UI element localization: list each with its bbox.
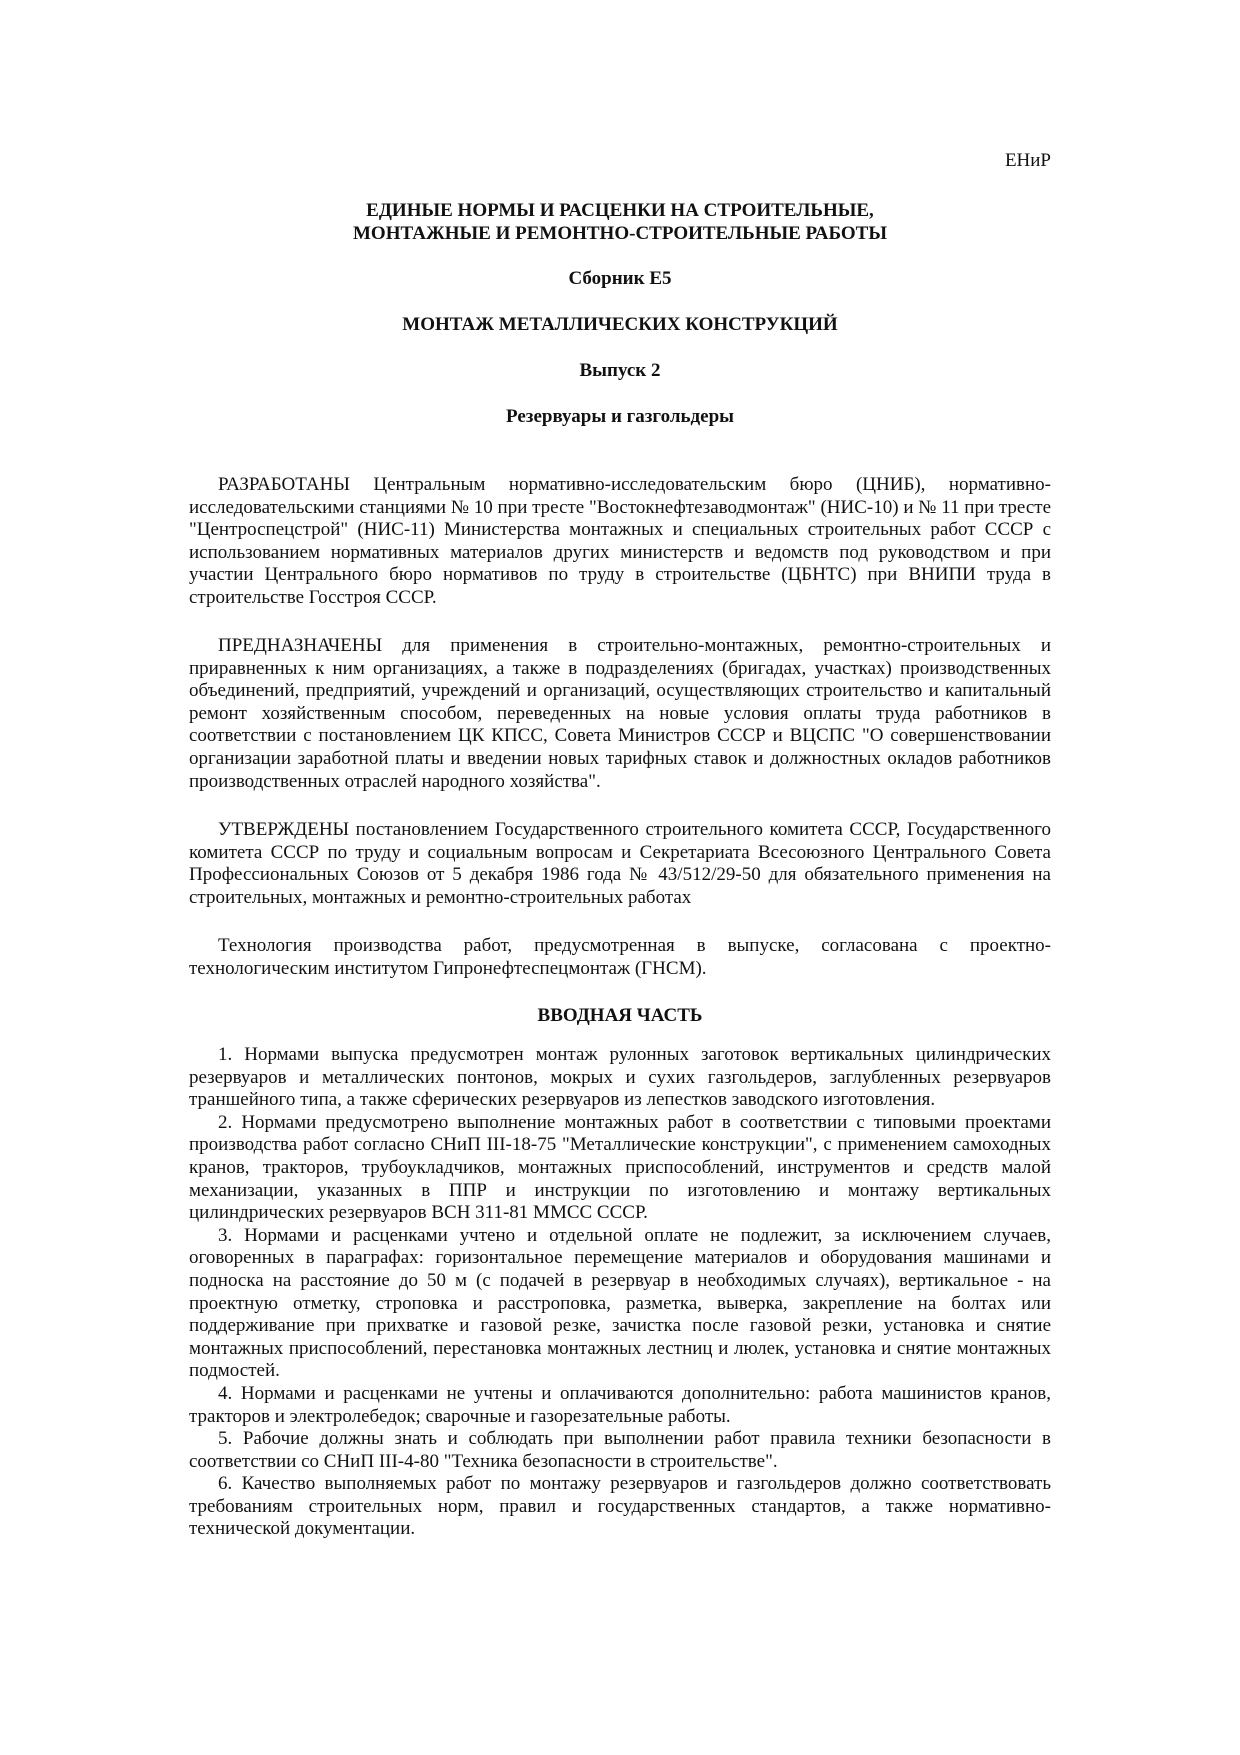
main-title-line-2: МОНТАЖНЫЕ И РЕМОНТНО-СТРОИТЕЛЬНЫЕ РАБОТЫ: [353, 223, 887, 244]
subtitle: Резервуары и газгольдеры: [506, 406, 734, 427]
intro-item-6: 6. Качество выполняемых работ по монтажу резервуаров и газгольдеров должно соответствовать требованиям строительных норм, правил и государственных стандартов, а также нормативно-технической документации.: [189, 1473, 1051, 1540]
intro-item-3: 3. Нормами и расценками учтено и отдельной оплате не подлежит, за исключением случаев, оговоренных в параграфах: горизонтальное перемещение материалов и оборудования машинами и подноска на расстояние до 50 м (с подачей в резервуар в необходимых случаях), вертикальное - на проектную отметку, строповка и расстроповка, разметка, выверка, закрепление на болтах или поддерживание при прихватке и газовой резке, зачистка после газовой резки, установка и снятие монтажных приспособлений, перестановка монтажных лестниц и люлек, установка и снятие монтажных подмостей.: [189, 1224, 1051, 1382]
paragraph-intended: ПРЕДНАЗНАЧЕНЫ для применения в строительно-монтажных, ремонтно-строительных и приравненных к ним организациях, а также в подразделениях (бригадах, участках) производственных объединений, предприятий, учреждений и организаций, осуществляющих строительство и капитальный ремонт хозяйственным способом, переведенных на новые условия оплаты труда работников в соответствии с постановлением ЦК КПСС, Совета Министров СССР и ВЦСПС "О совершенствовании организации заработной платы и введении новых тарифных ставок и должностных окладов работников производственных отраслей народного хозяйства".: [189, 635, 1051, 792]
title-block: [189, 199, 1051, 428]
paragraph-developed: РАЗРАБОТАНЫ Центральным нормативно-исследовательским бюро (ЦНИБ), нормативно-исследовательскими станциями № 10 при тресте "Востокнефтезаводмонтаж" (НИС-10) и № 11 при тресте "Центроспецстрой" (НИС-11) Министерства монтажных и специальных строительных работ СССР с использованием нормативных материалов других министерств и ведомств под руководством и при участии Центрального бюро нормативов по труду в строительстве (ЦБНТС) при ВНИПИ труда в строительстве Госстроя СССР.: [189, 474, 1051, 608]
collection-title: Сборник Е5: [568, 268, 672, 289]
intro-heading: ВВОДНАЯ ЧАСТЬ: [537, 1005, 703, 1026]
intro-item-4: 4. Нормами и расценками не учтены и оплачиваются дополнительно: работа машинистов кранов, тракторов и электролебедок; сварочные и газорезательные работы.: [189, 1382, 1051, 1427]
intro-list: [189, 1044, 1051, 1541]
subject-title: МОНТАЖ МЕТАЛЛИЧЕСКИХ КОНСТРУКЦИЙ: [402, 314, 838, 335]
header-tag: ЕНиР: [1004, 150, 1051, 171]
issue-title: Выпуск 2: [579, 360, 661, 381]
main-title-line-1: ЕДИНЫЕ НОРМЫ И РАСЦЕНКИ НА СТРОИТЕЛЬНЫЕ,: [366, 200, 874, 221]
paragraph-technology: Технология производства работ, предусмотренная в выпуске, согласована с проектно-технологическим институтом Гипронефтеспецмонтаж (ГНСМ).: [189, 935, 1051, 979]
paragraph-approved: УТВЕРЖДЕНЫ постановлением Государственного строительного комитета СССР, Государственного комитета СССР по труду и социальным вопросам и Секретариата Всесоюзного Центрального Совета Профессиональных Союзов от 5 декабря 1986 года № 43/512/29-50 для обязательного применения на строительных, монтажных и ремонтно-строительных работах: [189, 819, 1051, 908]
intro-item-5: 5. Рабочие должны знать и соблюдать при выполнении работ правила техники безопасности в соответствии со СНиП III-4-80 "Техника безопасности в строительстве".: [189, 1428, 1051, 1472]
intro-item-2: 2. Нормами предусмотрено выполнение монтажных работ в соответствии с типовыми проектами производства работ согласно СНиП III-18-75 "Металлические конструкции", с применением самоходных кранов, тракторов, трубоукладчиков, монтажных приспособлений, инструментов и средств малой механизации, указанных в ППР и инструкции по изготовлению и монтажу вертикальных цилиндрических резервуаров ВСН 311-81 ММСС СССР.: [189, 1111, 1051, 1224]
intro-item-1: 1. Нормами выпуска предусмотрен монтаж рулонных заготовок вертикальных цилиндрических резервуаров и металлических понтонов, мокрых и сухих газгольдеров, заглубленных резервуаров траншейного типа, а также сферических резервуаров из лепестков заводского изготовления.: [189, 1044, 1051, 1111]
